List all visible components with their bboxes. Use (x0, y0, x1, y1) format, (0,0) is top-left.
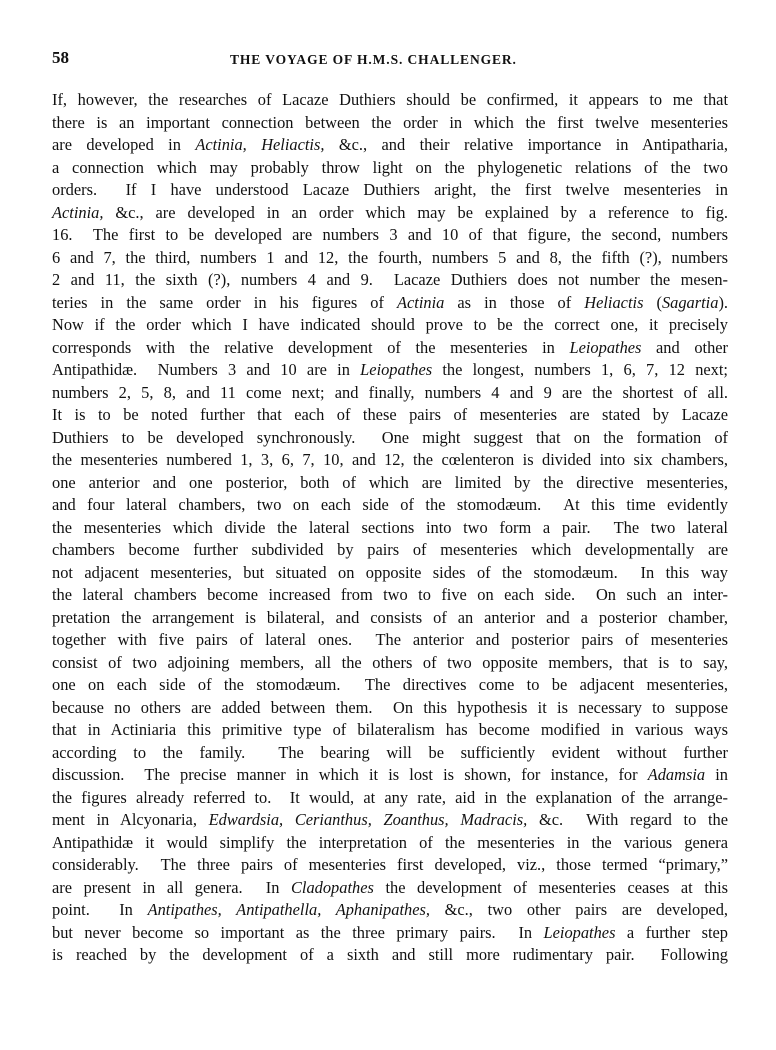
text-run: Duthiers to be developed synchronously. One might suggest that on the formation of (52, 427, 728, 447)
text-line (52, 224, 728, 247)
text-run: that in Actiniaria this primitive type of bilateralism has become modified in various ways (52, 720, 728, 739)
text-run: as in those of (444, 292, 585, 312)
text-line (52, 764, 728, 787)
text-run: and other (641, 337, 728, 357)
text-run: &c. With regard to the (527, 810, 729, 829)
text-line (52, 494, 728, 517)
text-line (52, 674, 728, 697)
text-line (52, 89, 728, 112)
text-run: numbers 2, 5, 8, and 11 come next; and finally, numbers 4 and 9 are the shortest of all. (52, 382, 728, 402)
italic-text: Adamsia (647, 765, 706, 784)
text-run: Antipathidæ. Numbers 3 and 10 are in (52, 360, 361, 379)
text-run: 16. The first to be developed are numbers 3 and 10 of that figure, the second, numbers (52, 225, 728, 244)
text-line (52, 517, 728, 540)
italic-text: Actinia, Heliactis, (195, 135, 325, 154)
page (52, 44, 728, 967)
italic-text: Leiopathes (360, 360, 433, 379)
italic-text: Heliactis (584, 292, 644, 312)
italic-text: Leiopathes (543, 922, 616, 942)
italic-text: Antipathes, Antipathella, Aphanipathes, (147, 900, 430, 919)
text-run: in (705, 765, 728, 784)
text-run: together with five pairs of lateral ones. The anterior and posterior pairs of mesenteries (52, 630, 728, 649)
text-run: ment in Alcyonaria, (52, 810, 209, 829)
text-line (52, 539, 728, 562)
text-line (52, 787, 728, 810)
text-run: but never become so important as the three primary pairs. In (52, 922, 544, 942)
text-run: point. In (52, 900, 148, 919)
running-title: THE VOYAGE OF H.M.S. CHALLENGER. (230, 52, 517, 67)
text-line (52, 877, 728, 900)
text-line (52, 157, 728, 180)
italic-text: Leiopathes (569, 337, 642, 357)
text-run: orders. If I have understood Lacaze Duthiers aright, the first twelve mesenteries in (52, 180, 728, 199)
text-run: Antipathidæ it would simplify the interpretation of the mesenteries in the various genera (52, 832, 728, 852)
text-run: the development of mesenteries ceases at this (373, 877, 729, 897)
text-line (52, 652, 728, 675)
text-run: It is to be noted further that each of these pairs of mesenteries are stated by Lacaze (52, 405, 728, 424)
text-line (52, 922, 728, 945)
text-line (52, 854, 728, 877)
text-line (52, 562, 728, 585)
text-line (52, 112, 728, 135)
italic-text: Sagartia (661, 292, 719, 312)
text-run: the lateral chambers become increased from two to five on each side. On such an inter- (52, 585, 728, 604)
text-run: because no others are added between them. On this hypothesis it is necessary to suppose (52, 697, 728, 717)
text-run: &c., are developed in an order which may be explained by a reference to fig. (103, 202, 728, 222)
text-run: is reached by the development of a sixth and still more rudimentary pair. Following (52, 945, 728, 964)
text-run: chambers become further subdivided by pairs of mesenteries which developmentally are (52, 540, 728, 559)
text-run: a connection which may probably throw light on the phylogenetic relations of the two (52, 157, 728, 177)
text-line (52, 337, 728, 360)
text-run: 6 and 7, the third, numbers 1 and 12, the fourth, numbers 5 and 8, the fifth (?), numbers (52, 247, 728, 267)
text-line (52, 719, 728, 742)
text-run: &c., two other pairs are developed, (429, 900, 728, 919)
text-run: one on each side of the stomodæum. The directives come to be adjacent mesenteries, (52, 675, 728, 694)
italic-text: Actinia (397, 292, 445, 312)
text-run: pretation the arrangement is bilateral, and consists of an anterior and a posterior chamber, (52, 607, 728, 627)
text-line (52, 179, 728, 202)
text-run: If, however, the researches of Lacaze Duthiers should be confirmed, it appears to me that (52, 90, 728, 109)
text-line (52, 832, 728, 855)
text-run: according to the family. The bearing will be sufficiently evident without further (52, 742, 728, 762)
text-run: a further step (615, 922, 728, 942)
text-run: 2 and 11, the sixth (?), numbers 4 and 9. Lacaze Duthiers does not number the mesen- (52, 270, 728, 289)
text-run: discussion. The precise manner in which it is lost is shown, for instance, for (52, 765, 648, 784)
text-run: Now if the order which I have indicated should prove to be the correct one, it precisely (52, 315, 728, 334)
text-line (52, 359, 728, 382)
text-line (52, 584, 728, 607)
text-line (52, 944, 728, 967)
text-run: teries in the same order in his figures of (52, 292, 398, 312)
text-line (52, 427, 728, 450)
page-number: 58 (52, 48, 69, 67)
text-line (52, 292, 728, 315)
text-line (52, 809, 728, 832)
text-run: one anterior and one posterior, both of which are limited by the directive mesenteries, (52, 472, 728, 492)
text-run: ( (643, 292, 662, 312)
text-line (52, 314, 728, 337)
text-run: the mesenteries which divide the lateral sections into two form a pair. The two lateral (52, 517, 728, 537)
text-run: considerably. The three pairs of mesenteries first developed, viz., those termed “primary,” (52, 855, 728, 874)
text-line (52, 382, 728, 405)
text-line (52, 269, 728, 292)
text-run: ). (718, 292, 728, 312)
text-run: there is an important connection between the order in which the first twelve mesenteries (52, 112, 728, 132)
text-run: and four lateral chambers, two on each side of the stomodæum. At this time evidently (52, 495, 728, 514)
body-paragraph (52, 89, 728, 967)
page-header (52, 44, 728, 74)
text-run: the figures already referred to. It would, at any rate, aid in the explanation of the arrange- (52, 787, 728, 807)
text-line (52, 404, 728, 427)
text-line (52, 899, 728, 922)
text-run: the mesenteries numbered 1, 3, 6, 7, 10, and 12, the cœlenteron is divided into six chambers, (52, 450, 728, 469)
text-run: consist of two adjoining members, all the others of two opposite members, that is to say, (52, 652, 728, 672)
text-line (52, 202, 728, 225)
text-run: &c., and their relative importance in Antipatharia, (324, 135, 728, 154)
text-line (52, 247, 728, 270)
italic-text: Actinia, (52, 202, 104, 222)
text-run: are present in all genera. In (52, 877, 291, 897)
text-run: are developed in (52, 135, 196, 154)
text-line (52, 742, 728, 765)
text-line (52, 697, 728, 720)
text-line (52, 472, 728, 495)
text-line (52, 607, 728, 630)
text-line (52, 134, 728, 157)
italic-text: Cladopathes (290, 877, 374, 897)
text-line (52, 629, 728, 652)
italic-text: Edwardsia, Cerianthus, Zoanthus, Madracis, (208, 810, 528, 829)
text-run: not adjacent mesenteries, but situated on opposite sides of the stomodæum. In this way (52, 562, 728, 582)
text-run: the longest, numbers 1, 6, 7, 12 next; (432, 360, 728, 379)
text-run: corresponds with the relative development of the mesenteries in (52, 337, 570, 357)
text-line (52, 449, 728, 472)
